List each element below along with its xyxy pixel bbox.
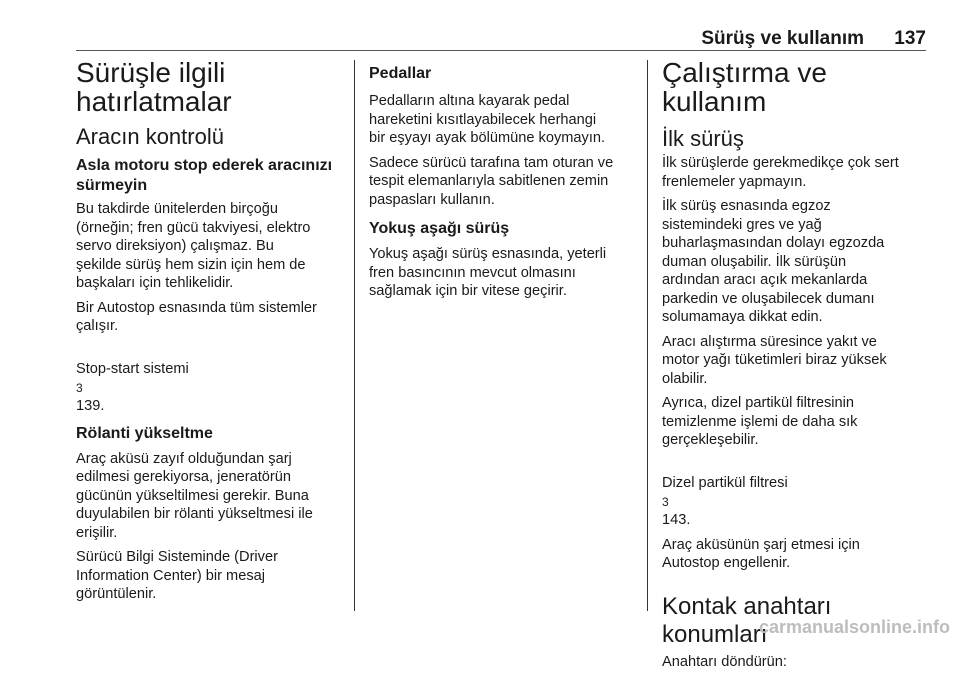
paragraph: Anahtarı döndürün: [662,653,787,670]
heading-driving-notes: Sürüşle ilgili hatırlatmalar [76,57,232,117]
paragraph: Yokuş aşağı sürüş esnasında, yeterli fren basıncının mevcut olmasını sağlamak için bir vitese geçirir. [369,246,607,299]
page-number: 137 [894,28,926,49]
reference-page: 143. [662,512,691,528]
reference-page: 139. [76,398,105,414]
paragraph: Sürücü Bilgi Sisteminde (Driver Information Center) bir mesaj görüntülenir. [76,549,278,602]
column-right [662,58,928,677]
paragraph: İlk sürüşlerde gerekmedikçe çok sert frenlemeler yapmayın. [662,155,899,190]
header-rule [76,50,926,51]
cross-reference[interactable] [662,456,928,530]
column-middle [369,64,635,307]
paragraph: Sadece sürücü tarafına tam oturan ve tespit elemanlarıyla sabitlenen zemin paspasları kullanın. [369,154,614,208]
heading-idle-speed-increase: Rölanti yükseltme [76,424,213,442]
reference-text: Dizel partikül filtresi [662,475,788,491]
heading-downhill-driving: Yokuş aşağı sürüş [369,220,510,237]
heading-first-drive: İlk sürüş [662,126,744,151]
reference-text: Stop-start sistemi [76,361,189,377]
paragraph: Pedalların altına kayarak pedal hareketini kısıtlayabilecek herhangi bir eşyayı ayak bölümüne koymayın. [369,93,606,146]
heading-pedals: Pedallar [369,65,432,82]
cross-reference[interactable] [76,342,346,416]
column-left [76,58,346,610]
page-reference-arrow-icon: 3 [76,380,83,395]
heading-never-coast-engine-off: Asla motoru stop ederek aracınızı sürmeyin [76,157,333,194]
heading-ignition-positions: Kontak anahtarı konumları [662,592,832,648]
paragraph: Bir Autostop esnasında tüm sistemler çalışır. [76,299,317,334]
column-divider-1 [354,60,355,611]
watermark: carmanualsonline.info [758,617,950,637]
paragraph: Bu takdirde ünitelerden birçoğu (örneğin; fren gücü takviyesi, elektro servo direksiyon) çalışmaz. Bu şekilde sürüş hem sizin için hem de başkaları için tehlikelidir. [76,201,311,291]
paragraph: İlk sürüş esnasında egzoz sistemindeki gres ve yağ buharlaşmasından dolayı egzozda duman oluşabilir. İlk sürüşün ardından aracı açık mekanlarda parkedin ve oluşabilecek dumanı solumamaya dikkat edin. [662,198,885,325]
section-title: Sürüş ve kullanım [701,28,864,49]
paragraph: Aracı alıştırma süresince yakıt ve motor yağı tüketimleri biraz yüksek olabilir. [662,333,887,387]
page-reference-arrow-icon: 3 [662,494,669,509]
paragraph: Araç aküsü zayıf olduğundan şarj edilmesi gerekiyorsa, jeneratörün gücünün yükseltilmesi gerekir. Buna duyulabilen bir rölanti yükseltmesi ile erişilir. [76,450,313,541]
heading-vehicle-control: Aracın kontrolü [76,124,224,149]
paragraph: Ayrıca, dizel partikül filtresinin temizlenme işlemi de daha sık gerçekleşebilir. [662,395,858,448]
page-header [76,28,926,50]
heading-starting-operating: Çalıştırma ve kullanım [662,57,827,117]
column-divider-2 [647,60,648,611]
paragraph: Araç aküsünün şarj etmesi için Autostop engellenir. [662,536,860,571]
